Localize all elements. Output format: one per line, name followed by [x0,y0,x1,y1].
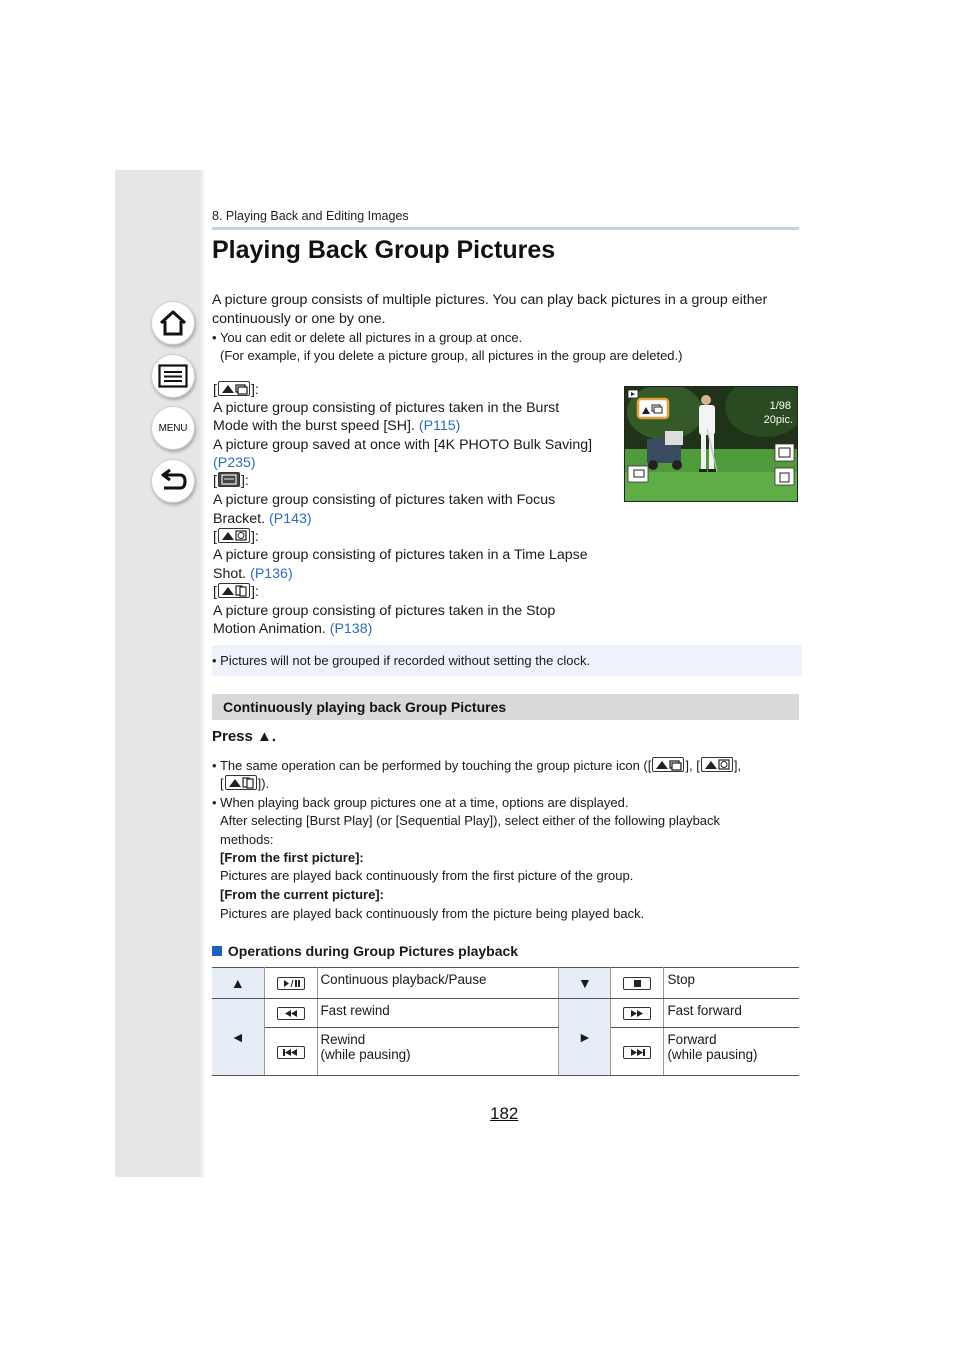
intro-line-2: continuously or one by one. [212,311,386,327]
home-button[interactable] [151,301,195,345]
intro-bullet: • You can edit or delete all pictures in a group at once. [212,330,523,345]
side-strip-edge [201,170,204,1177]
play-pause-label: Continuous playback/Pause [317,968,559,999]
touch-note-d: [ [220,776,224,791]
note-box [212,645,802,676]
focus-line-2-text: Bracket. [213,511,266,527]
rewind-icon-cell [264,1028,317,1076]
operations-table [212,967,799,1076]
first-picture-title: [From the first picture]: [220,850,364,865]
contents-button[interactable] [151,354,195,398]
left-arrow-cell: ◄ [212,999,264,1076]
play-pause-icon [277,977,305,990]
touch-note-e: ]). [257,776,270,791]
breadcrumb: 8. Playing Back and Editing Images [212,209,409,223]
up-arrow-cell: ▲ [212,968,264,999]
stopmotion-group-header: [ ]: [213,584,259,600]
burst-link-2[interactable]: (P235) [213,455,256,471]
table-row [212,1028,799,1076]
fast-rewind-label: Fast rewind [317,999,559,1028]
focus-bracket: ]: [240,473,249,489]
menu-button[interactable] [151,406,195,450]
stopmotion-line-1: A picture group consisting of pictures taken in the Stop [213,603,556,619]
ops-heading-text: Operations during Group Pictures playback [227,943,519,959]
menu-label: MENU [158,422,188,434]
timelapse-link[interactable]: (P136) [250,566,293,582]
header-rule [212,227,799,230]
list-icon [158,364,188,388]
current-picture-desc: Pictures are played back continuously from the picture being played back. [220,906,645,921]
rewind-label-line-1: Rewind [320,1032,366,1047]
page-title: Playing Back Group Pictures [212,236,556,264]
forward-label [664,1028,799,1076]
timelapse-line-1: A picture group consisting of pictures taken in a Time Lapse [213,547,588,563]
play-pause-icon-cell [264,968,317,999]
touch-note-b: ], [ [685,758,700,773]
stopmotion-bracket: ]: [250,584,259,600]
burst-link[interactable]: (P115) [418,418,461,434]
back-arrow-icon [158,468,188,494]
fast-rewind-icon-cell [264,999,317,1028]
frame-counter: 1/98 [769,400,791,412]
current-picture-title: [From the current picture]: [220,887,384,902]
burst-line-1: A picture group consisting of pictures taken in the Burst [213,400,560,416]
burst-line-2-text: Mode with the burst speed [SH]. [213,418,415,434]
stop-icon [623,977,651,990]
square-bullet-icon [212,946,222,956]
first-picture-desc: Pictures are played back continuously from the first picture of the group. [220,868,634,883]
options-line-3: methods: [220,832,274,847]
fast-forward-icon-cell [611,999,664,1028]
focus-line-1: A picture group consisting of pictures taken with Focus [213,492,556,508]
touch-note-line-2 [220,775,269,793]
focus-bracket-icon [218,472,240,487]
table-row [212,999,799,1028]
rewind-icon [277,1046,305,1059]
touch-burst-icon [652,757,684,772]
press-instruction: Press ▲. [212,728,277,745]
stop-label: Stop [664,968,799,999]
note-text: • Pictures will not be grouped if recorded without setting the clock. [212,653,591,668]
timelapse-bracket: ]: [250,529,259,545]
forward-icon [623,1046,651,1059]
forward-label-line-2: (while pausing) [667,1047,758,1062]
touch-timelapse-icon [701,757,733,772]
timelapse-group-icon [218,528,250,543]
burst-group-icon [218,381,250,396]
touch-note-a: The same operation can be performed by touching the group picture icon ([ [219,758,652,773]
table-row [212,968,799,999]
rewind-label [317,1028,559,1076]
down-arrow-cell: ▼ [559,968,611,999]
right-arrow-cell: ► [559,999,611,1076]
timelapse-line-2 [213,565,293,584]
camera-screen-illustration [624,386,798,502]
options-line-1-text: When playing back group pictures one at a time, options are displayed. [220,795,629,810]
page-number: 182 [490,1104,519,1123]
stop-icon-cell [611,968,664,999]
touch-note-c: ], [733,758,742,773]
timelapse-group-header: [ ]: [213,529,259,545]
burst-bracket: ]: [250,382,259,398]
touch-note-line-1: • The same operation can be performed by touching the group picture icon ([ ], [ ], [212,758,742,773]
stopmotion-link[interactable]: (P138) [329,621,373,637]
forward-icon-cell [611,1028,664,1076]
burst-line-2 [213,417,460,436]
note-text-content: Pictures will not be grouped if recorded without setting the clock. [220,653,591,668]
options-line-2: After selecting [Burst Play] (or [Sequential Play]), select either of the following playback [220,813,721,828]
picture-count: 20pic. [763,414,793,426]
back-button[interactable] [151,459,195,503]
focus-link[interactable]: (P143) [269,511,312,527]
stopmotion-group-icon [218,583,250,598]
ops-heading [212,942,518,961]
fast-rewind-icon [277,1007,305,1020]
section-header [212,694,799,720]
burst-line-3: A picture group saved at once with [4K PHOTO Bulk Saving] [213,437,593,453]
intro-line-1: A picture group consists of multiple pictures. You can play back pictures in a group either [212,292,768,308]
stopmotion-line-2-text: Motion Animation. [213,621,326,637]
intro-bullet-text: You can edit or delete all pictures in a group at once. [219,330,523,345]
stopmotion-line-2 [213,620,372,639]
home-icon [158,309,188,337]
burst-group-header: [ ]: [213,382,259,398]
section-title: Continuously playing back Group Pictures [223,699,507,715]
focus-group-header: [ ]: [213,473,249,489]
options-line-1: • When playing back group pictures one at a time, options are displayed. [212,795,629,810]
timelapse-line-2-text: Shot. [213,566,247,582]
intro-bullet-sub: (For example, if you delete a picture group, all pictures in the group are deleted.) [220,348,683,363]
forward-label-line-1: Forward [667,1032,717,1047]
fast-forward-label: Fast forward [664,999,799,1028]
focus-line-2 [213,510,312,529]
fast-forward-icon [623,1007,651,1020]
rewind-label-line-2: (while pausing) [320,1047,411,1062]
touch-stopmotion-icon [225,775,257,790]
